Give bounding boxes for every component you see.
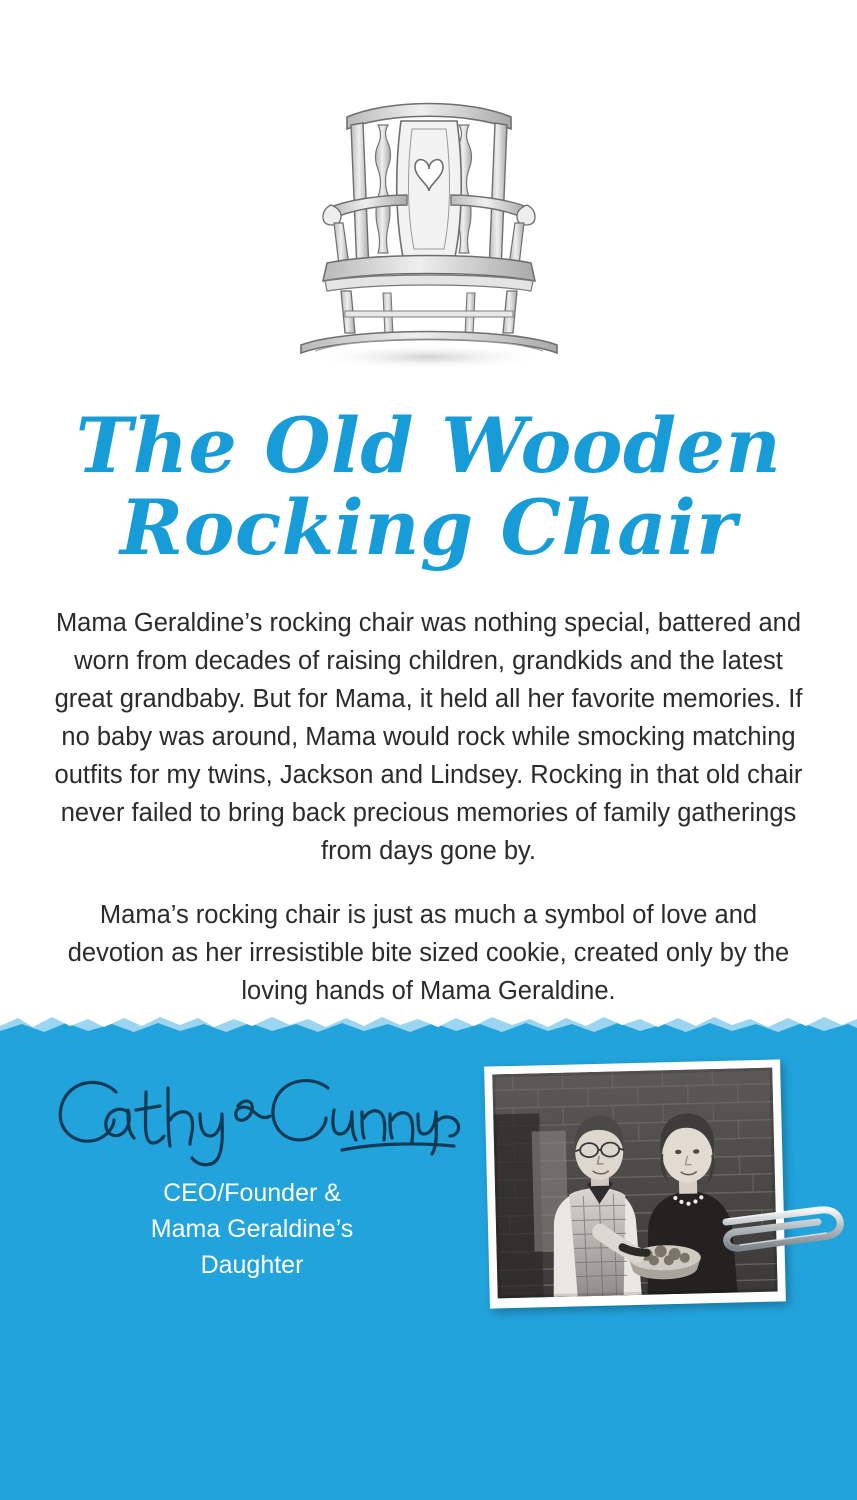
signature-cathy-cunningham	[42, 1062, 462, 1172]
story-paragraph-2: Mama’s rocking chair is just as much a symbol of love and devotion as her irresistible bite sized cookie, created only by the loving hands of Mama Geraldine.	[67, 901, 790, 1005]
rocking-chair-illustration	[0, 95, 857, 390]
page-title-line-1: The Old Wooden	[75, 401, 782, 490]
page-title-line-2: Rocking Chair	[120, 483, 737, 572]
page-title	[0, 401, 857, 572]
credit-line-2: Mama Geraldine’s	[150, 1215, 354, 1243]
credit-line-3: Daughter	[200, 1251, 304, 1279]
credit-line-1: CEO/Founder &	[163, 1179, 341, 1207]
story-paragraph-1: Mama Geraldine’s rocking chair was nothing special, battered and worn from decades of raising children, grandkids and the latest great grandbaby. But for Mama, it held all her favorite memories. If no baby was around, Mama would rock while smocking matching outfits for my twins, Jackson and Lindsey. Rocking in that old chair never failed to bring back precious memories of family gatherings from days gone by.	[54, 609, 803, 865]
torn-paper-edge	[0, 1012, 857, 1038]
paperclip-icon	[718, 1192, 857, 1272]
signature-credit	[42, 1175, 462, 1283]
story-body	[52, 604, 805, 1010]
